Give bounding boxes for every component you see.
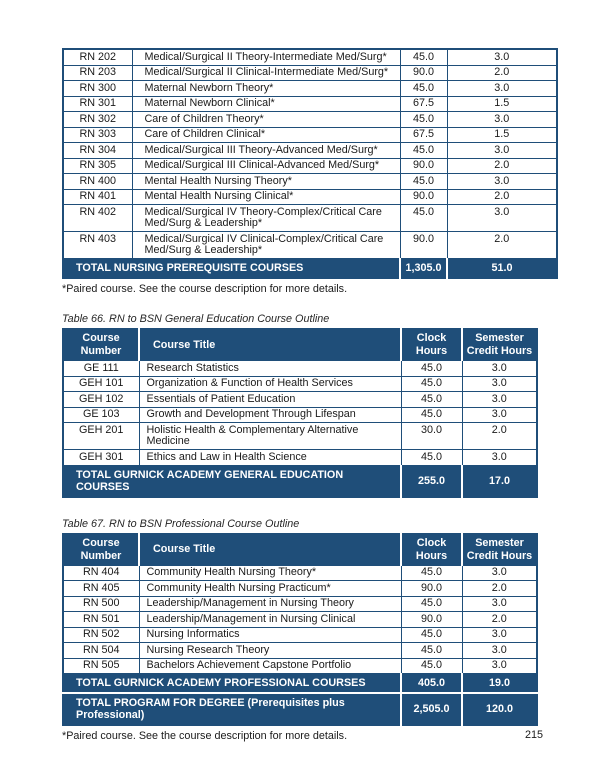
course-table-row	[63, 450, 537, 466]
clock-hours-cell: 45.0	[400, 205, 447, 232]
course-title-cell: Medical/Surgical III Clinical-Advanced Med/Surg*	[132, 158, 400, 174]
course-number-cell: RN 400	[63, 174, 132, 190]
credit-hours-cell: 3.0	[447, 49, 557, 65]
credit-hours-cell: 3.0	[447, 112, 557, 128]
course-title-cell: Bachelors Achievement Capstone Portfolio	[139, 658, 401, 674]
clock-hours-cell: 45.0	[401, 361, 462, 377]
course-number-cell: RN 302	[63, 112, 132, 128]
credit-hours-cell: 2.0	[462, 423, 537, 450]
prerequisite-total-clock-hours: 1,305.0	[400, 259, 447, 279]
credit-hours-cell: 2.0	[447, 189, 557, 205]
course-title-cell: Essentials of Patient Education	[139, 392, 401, 408]
clock-hours-cell: 30.0	[401, 423, 462, 450]
course-title-cell: Nursing Research Theory	[139, 643, 401, 659]
course-title-cell: Leadership/Management in Nursing Clinical	[139, 612, 401, 628]
clock-hours-cell: 67.5	[400, 96, 447, 112]
page-number: 215	[524, 729, 543, 741]
credit-hours-cell: 3.0	[462, 658, 537, 674]
course-table-row	[63, 361, 537, 377]
general-education-total-label: TOTAL GURNICK ACADEMY GENERAL EDUCATION COURSES	[63, 465, 401, 497]
general-education-total-row	[63, 465, 537, 497]
course-title-cell: Medical/Surgical IV Clinical-Complex/Critical Care Med/Surg & Leadership*	[132, 232, 400, 259]
course-title-cell: Maternal Newborn Theory*	[132, 81, 400, 97]
clock-hours-cell: 45.0	[401, 392, 462, 408]
course-title-cell: Ethics and Law in Health Science	[139, 450, 401, 466]
clock-hours-cell: 45.0	[400, 143, 447, 159]
table-67-caption: Table 67. RN to BSN Professional Course Outline	[62, 517, 300, 530]
course-table-row	[63, 581, 537, 597]
course-title-header: Course Title	[139, 329, 401, 361]
clock-hours-cell: 45.0	[401, 565, 462, 581]
course-title-cell: Mental Health Nursing Clinical*	[132, 189, 400, 205]
credit-hours-cell: 3.0	[462, 643, 537, 659]
course-title-cell: Care of Children Clinical*	[132, 127, 400, 143]
prerequisite-total-label: TOTAL NURSING PREREQUISITE COURSES	[63, 259, 400, 279]
clock-hours-cell: 45.0	[401, 376, 462, 392]
program-total-label: TOTAL PROGRAM FOR DEGREE (Prerequisites plus Professional)	[63, 693, 401, 725]
professional-total-credit-hours: 19.0	[462, 674, 537, 694]
credit-hours-cell: 3.0	[462, 361, 537, 377]
clock-hours-cell: 90.0	[401, 581, 462, 597]
course-title-cell: Holistic Health & Complementary Alternative Medicine	[139, 423, 401, 450]
credit-hours-cell: 1.5	[447, 96, 557, 112]
course-title-cell: Nursing Informatics	[139, 627, 401, 643]
course-number-cell: RN 502	[63, 627, 139, 643]
course-table-row	[63, 49, 557, 65]
clock-hours-header: Clock Hours	[401, 534, 462, 566]
course-title-cell: Growth and Development Through Lifespan	[139, 407, 401, 423]
course-number-cell: RN 303	[63, 127, 132, 143]
professional-total-label: TOTAL GURNICK ACADEMY PROFESSIONAL COURSES	[63, 674, 401, 694]
course-number-cell: RN 504	[63, 643, 139, 659]
clock-hours-cell: 90.0	[400, 158, 447, 174]
course-number-cell: GE 111	[63, 361, 139, 377]
paired-course-footnote-bottom: *Paired course. See the course description for more details.	[62, 730, 348, 742]
clock-hours-cell: 45.0	[401, 658, 462, 674]
credit-hours-cell: 2.0	[462, 581, 537, 597]
course-title-cell: Community Health Nursing Practicum*	[139, 581, 401, 597]
credit-hours-cell: 3.0	[462, 407, 537, 423]
professional-total-row	[63, 674, 537, 694]
professional-total-clock-hours: 405.0	[401, 674, 462, 694]
course-number-cell: RN 300	[63, 81, 132, 97]
course-table-row	[63, 112, 557, 128]
course-table-row	[63, 232, 557, 259]
course-table-row	[63, 65, 557, 81]
course-title-cell: Medical/Surgical III Theory-Advanced Med/Surg*	[132, 143, 400, 159]
prerequisite-total-credit-hours: 51.0	[447, 259, 557, 279]
page-content	[62, 48, 600, 743]
credit-hours-cell: 3.0	[462, 376, 537, 392]
course-table-row	[63, 376, 537, 392]
clock-hours-cell: 45.0	[400, 49, 447, 65]
course-number-cell: RN 404	[63, 565, 139, 581]
credit-hours-cell: 2.0	[462, 612, 537, 628]
course-table-row	[63, 596, 537, 612]
course-title-cell: Research Statistics	[139, 361, 401, 377]
program-total-row	[63, 693, 537, 725]
clock-hours-cell: 45.0	[400, 174, 447, 190]
clock-hours-cell: 90.0	[400, 65, 447, 81]
course-number-cell: RN 202	[63, 49, 132, 65]
nursing-prerequisite-table	[62, 48, 558, 279]
course-number-cell: RN 505	[63, 658, 139, 674]
course-number-cell: GEH 102	[63, 392, 139, 408]
clock-hours-cell: 67.5	[400, 127, 447, 143]
credit-hours-cell: 3.0	[462, 627, 537, 643]
course-number-cell: RN 405	[63, 581, 139, 597]
course-number-cell: GEH 101	[63, 376, 139, 392]
credit-hours-cell: 3.0	[447, 143, 557, 159]
course-table-row	[63, 174, 557, 190]
credit-hours-cell: 2.0	[447, 65, 557, 81]
clock-hours-cell: 45.0	[401, 596, 462, 612]
credit-hours-cell: 2.0	[447, 158, 557, 174]
credit-hours-cell: 3.0	[462, 392, 537, 408]
credit-hours-cell: 3.0	[462, 565, 537, 581]
course-number-cell: GEH 201	[63, 423, 139, 450]
prerequisite-total-row	[63, 259, 557, 279]
table-66-caption: Table 66. RN to BSN General Education Course Outline	[62, 313, 330, 325]
clock-hours-cell: 90.0	[401, 612, 462, 628]
credit-hours-cell: 2.0	[447, 232, 557, 259]
clock-hours-header: Clock Hours	[401, 329, 462, 361]
semester-credit-hours-header: Semester Credit Hours	[462, 329, 537, 361]
program-total-credit-hours: 120.0	[462, 693, 537, 725]
clock-hours-cell: 45.0	[400, 81, 447, 97]
course-table-row	[63, 127, 557, 143]
course-table-row	[63, 189, 557, 205]
course-table-row	[63, 143, 557, 159]
course-number-cell: GEH 301	[63, 450, 139, 466]
general-education-header-row	[63, 329, 537, 361]
course-number-header: Course Number	[63, 329, 139, 361]
clock-hours-cell: 45.0	[401, 450, 462, 466]
course-table-row	[63, 407, 537, 423]
course-title-cell: Mental Health Nursing Theory*	[132, 174, 400, 190]
general-education-table	[62, 328, 538, 498]
course-title-header: Course Title	[139, 534, 401, 566]
course-table-row	[63, 612, 537, 628]
course-table-row	[63, 392, 537, 408]
general-education-total-credit-hours: 17.0	[462, 465, 537, 497]
credit-hours-cell: 3.0	[447, 205, 557, 232]
program-total-clock-hours: 2,505.0	[401, 693, 462, 725]
course-title-cell: Care of Children Theory*	[132, 112, 400, 128]
course-number-cell: RN 402	[63, 205, 132, 232]
course-title-cell: Medical/Surgical II Theory-Intermediate Med/Surg*	[132, 49, 400, 65]
course-number-cell: RN 401	[63, 189, 132, 205]
course-table-row	[63, 565, 537, 581]
course-table-row	[63, 96, 557, 112]
clock-hours-cell: 90.0	[400, 232, 447, 259]
course-number-header: Course Number	[63, 534, 139, 566]
course-table-row	[63, 643, 537, 659]
course-title-cell: Medical/Surgical II Clinical-Intermediate Med/Surg*	[132, 65, 400, 81]
credit-hours-cell: 3.0	[447, 81, 557, 97]
course-table-row	[63, 205, 557, 232]
credit-hours-cell: 3.0	[462, 596, 537, 612]
course-title-cell: Medical/Surgical IV Theory-Complex/Critical Care Med/Surg & Leadership*	[132, 205, 400, 232]
professional-course-table	[62, 533, 538, 727]
general-education-total-clock-hours: 255.0	[401, 465, 462, 497]
credit-hours-cell: 1.5	[447, 127, 557, 143]
paired-course-footnote-top: *Paired course. See the course description for more details.	[62, 283, 348, 295]
clock-hours-cell: 90.0	[400, 189, 447, 205]
professional-header-row	[63, 534, 537, 566]
credit-hours-cell: 3.0	[462, 450, 537, 466]
course-table-row	[63, 423, 537, 450]
clock-hours-cell: 45.0	[401, 407, 462, 423]
course-number-cell: RN 301	[63, 96, 132, 112]
course-number-cell: RN 501	[63, 612, 139, 628]
clock-hours-cell: 45.0	[401, 643, 462, 659]
clock-hours-cell: 45.0	[400, 112, 447, 128]
course-title-cell: Organization & Function of Health Services	[139, 376, 401, 392]
credit-hours-cell: 3.0	[447, 174, 557, 190]
course-number-cell: GE 103	[63, 407, 139, 423]
course-number-cell: RN 304	[63, 143, 132, 159]
course-number-cell: RN 305	[63, 158, 132, 174]
course-title-cell: Maternal Newborn Clinical*	[132, 96, 400, 112]
course-table-row	[63, 658, 537, 674]
course-table-row	[63, 627, 537, 643]
course-table-row	[63, 158, 557, 174]
course-number-cell: RN 203	[63, 65, 132, 81]
course-table-row	[63, 81, 557, 97]
course-number-cell: RN 500	[63, 596, 139, 612]
semester-credit-hours-header: Semester Credit Hours	[462, 534, 537, 566]
course-number-cell: RN 403	[63, 232, 132, 259]
course-title-cell: Community Health Nursing Theory*	[139, 565, 401, 581]
clock-hours-cell: 45.0	[401, 627, 462, 643]
course-title-cell: Leadership/Management in Nursing Theory	[139, 596, 401, 612]
